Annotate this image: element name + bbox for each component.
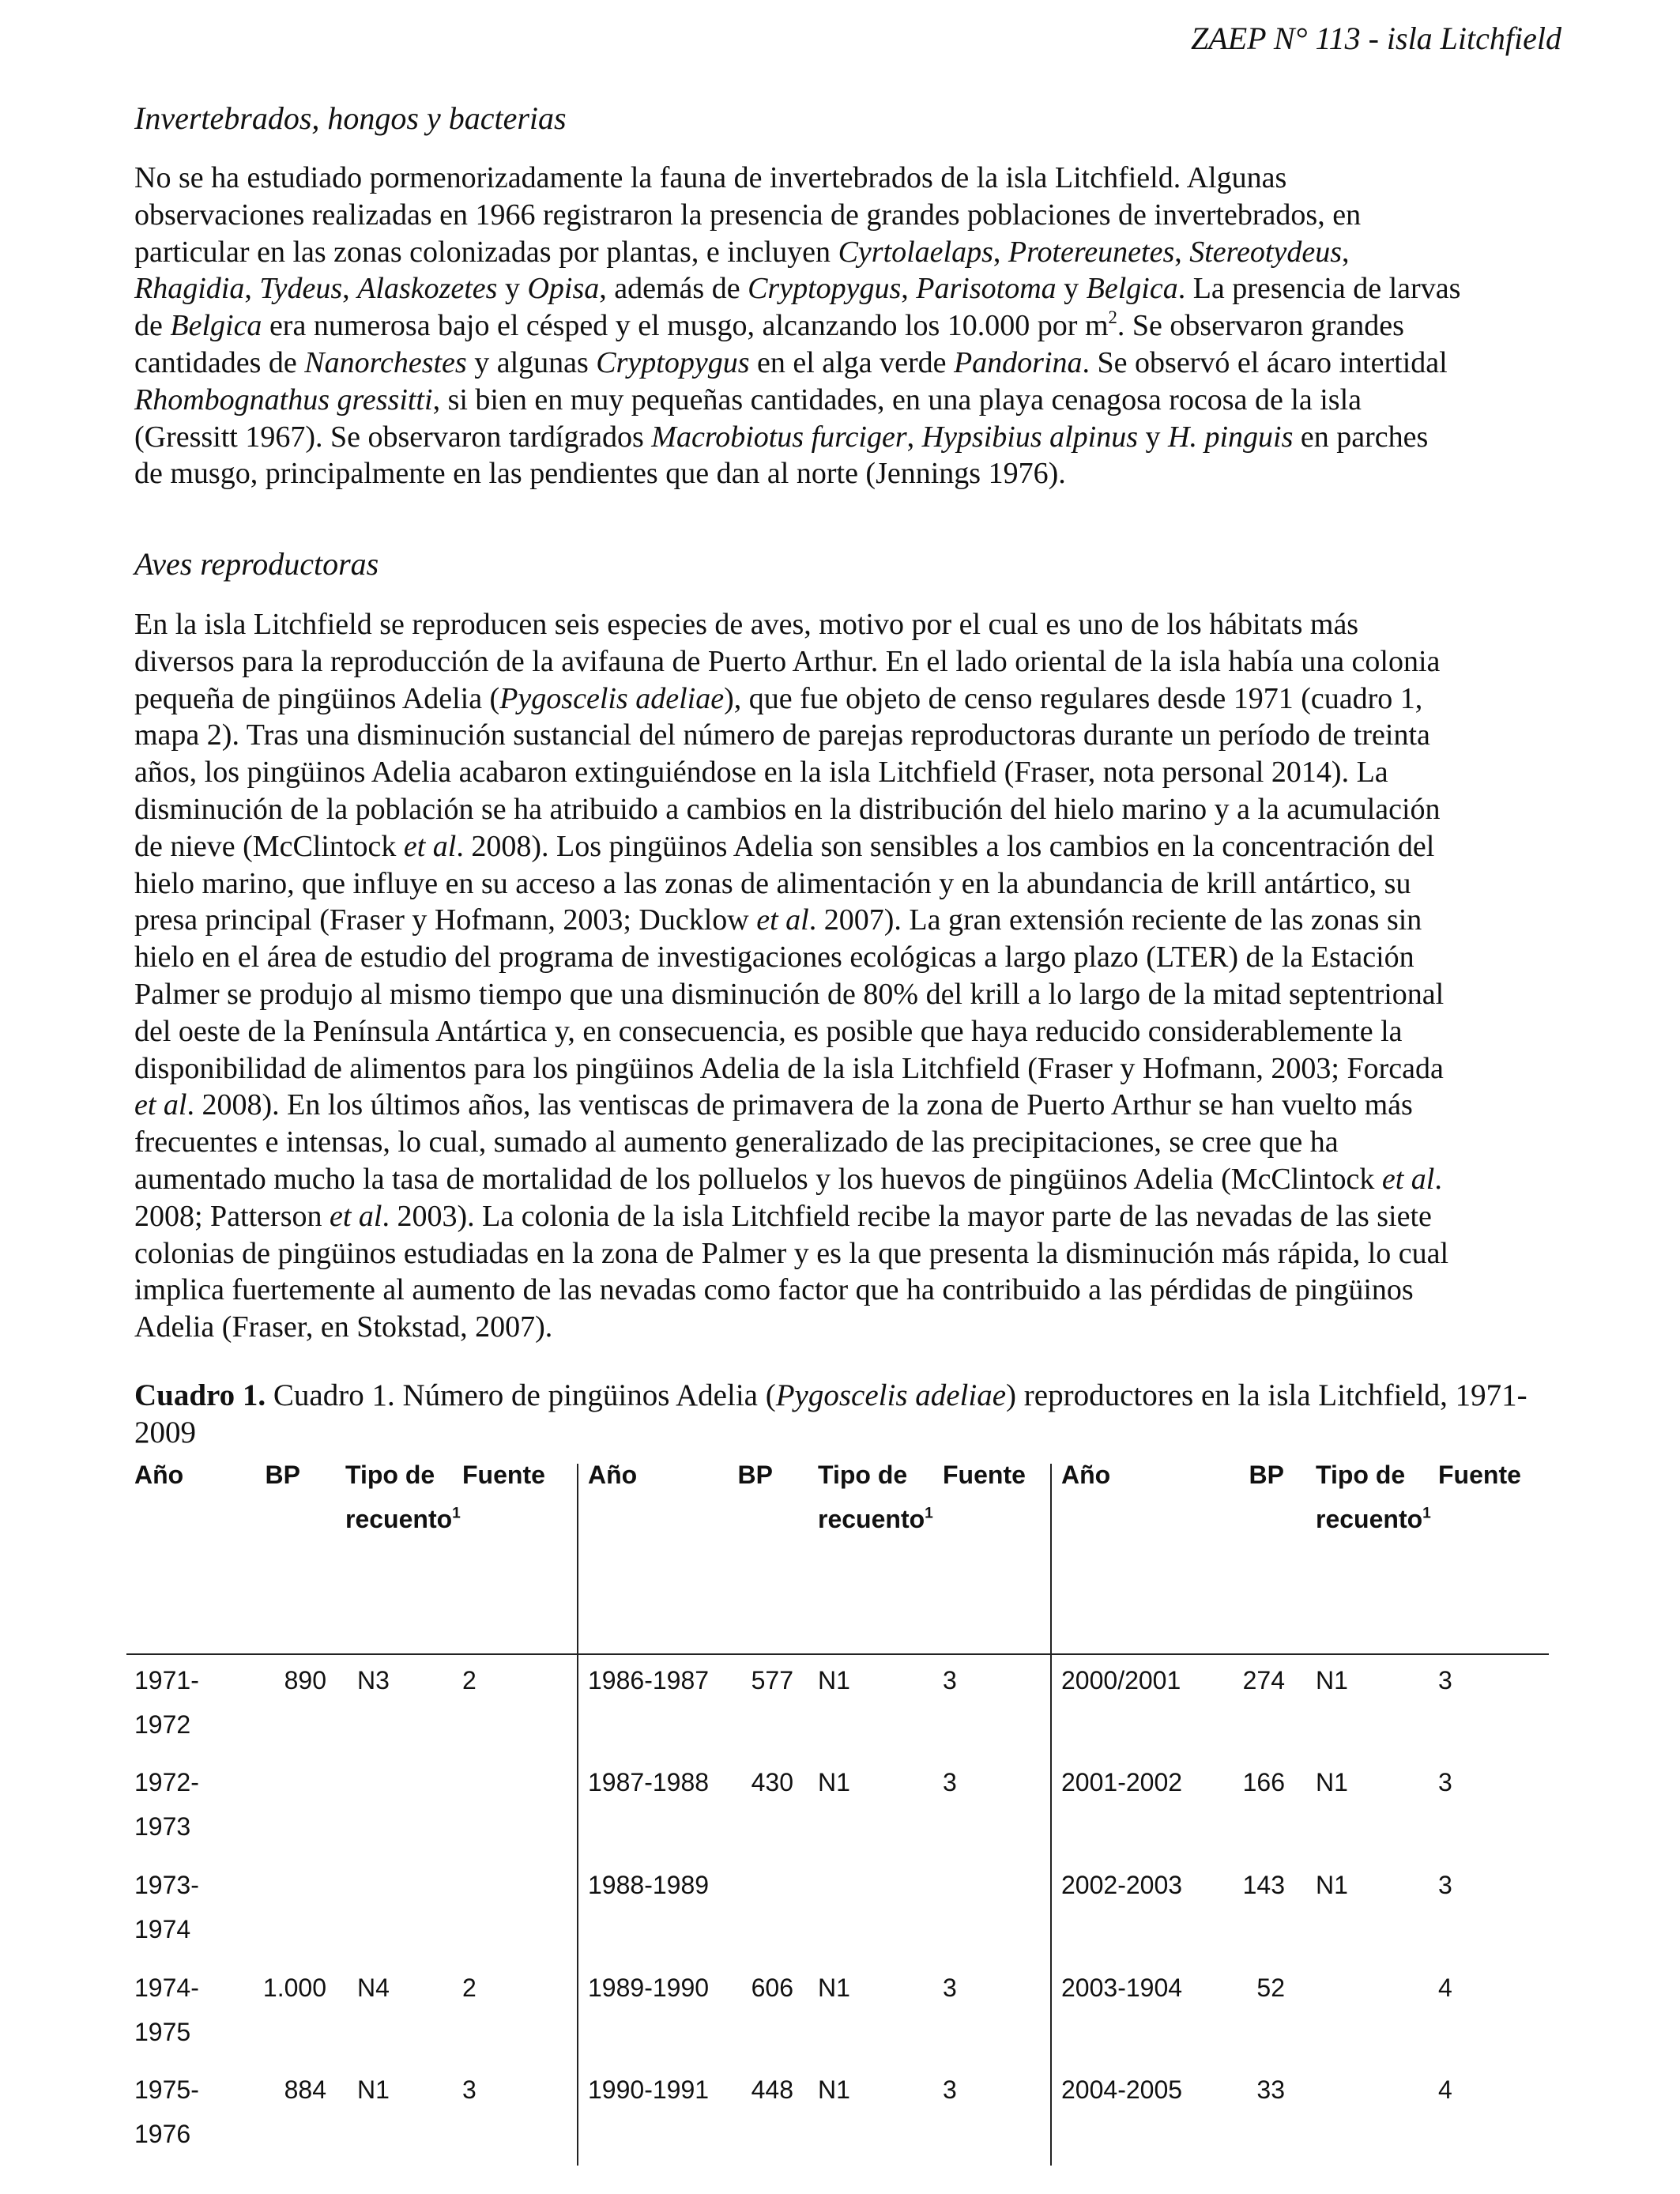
paragraph-breeding-birds-line: disminución de la población se ha atribuido a cambios en la distribución del hielo marino y a la acumulación [134,792,1441,826]
paragraph-breeding-birds-line: Palmer se produjo al mismo tiempo que una disminución de 80% del krill a lo largo de la mitad septentrional [134,977,1445,1011]
table-cell-source: 2 [462,1973,477,2002]
paragraph-breeding-birds-line: colonias de pingüinos estudiadas en la zona de Palmer y es la que presenta la disminución más rápida, lo cual [134,1236,1449,1270]
table-column-divider [577,1464,578,2166]
paragraph-breeding-birds-line: presa principal (Fraser y Hofmann, 2003; Ducklow et al. 2007). La gran extensión reciente de las zonas sin [134,903,1422,937]
paragraph-breeding-birds-line: de nieve (McClintock et al. 2008). Los pingüinos Adelia son sensibles a los cambios en la concentración del [134,829,1435,863]
paragraph-invertebrates-line: de Belgica era numerosa bajo el césped y el musgo, alcanzando los 10.000 por $m^2$. Se observaron grandes [134,307,1404,343]
paragraph-breeding-birds-line: mapa 2). Tras una disminución sustancial del número de parejas reproductoras durante un período de treinta [134,718,1430,752]
paragraph-invertebrates-line: (Gressitt 1967). Se observaron tardígrados Macrobiotus furciger, Hypsibius alpinus y H. pinguis en parches [134,420,1429,454]
paragraph-invertebrates-line: particular en las zonas colonizadas por plantas, e incluyen Cyrtolaelaps, Protereunetes, Stereotydeus, [134,235,1350,269]
paragraph-breeding-birds-line: implica fuertemente al aumento de las nevadas como factor que ha contribuido a las pérdidas de pingüinos [134,1273,1414,1307]
table-cell-count-type: N1 [818,1973,850,2002]
column-header-bp: BP [265,1461,300,1489]
section-heading-invertebrates: Invertebrados, hongos y bacterias [134,100,567,136]
table-cell-count-type: N1 [1316,1666,1348,1695]
table-cell-year: 2004-2005 [1061,2075,1183,2104]
paragraph-breeding-birds-line: años, los pingüinos Adelia acabaron extinguiéndose en la isla Litchfield (Fraser, nota personal 2014). La [134,756,1388,790]
column-header-count-type: Tipo de [1316,1461,1406,1489]
column-header-count-type: Tipo de [818,1461,908,1489]
table-cell-count-type: N1 [818,2075,850,2104]
table-cell-bp: 33 [1256,2075,1285,2104]
table-cell-year: 1988-1989 [588,1871,710,1899]
table-column-divider [1050,1464,1052,2166]
table-cell-year: 1986-1987 [588,1666,710,1695]
paragraph-invertebrates-line: Rhombognathus gressitti, si bien en muy pequeñas cantidades, en una playa cenagosa rocosa de la isla [134,383,1362,417]
table-cell-bp: 274 [1242,1666,1285,1695]
table-cell-source: 4 [1438,1973,1452,2002]
table-cell-bp: 890 [284,1666,326,1695]
table-cell-year: 1973 [134,1812,191,1841]
paragraph-breeding-birds-line: Adelia (Fraser, en Stokstad, 2007). [134,1310,553,1344]
table-cell-year: 1987-1988 [588,1768,710,1796]
table-cell-count-type: N1 [1316,1768,1348,1796]
table-cell-source: 3 [943,2075,957,2104]
table-cell-year: 2002-2003 [1061,1871,1183,1899]
table-cell-year: 2000/2001 [1061,1666,1181,1695]
paragraph-invertebrates [134,160,1557,492]
table-cell-source: 4 [1438,2075,1452,2104]
table-cell-bp: 884 [284,2075,326,2104]
table-cell-source: 3 [1438,1871,1452,1899]
table-cell-count-type: N1 [1316,1871,1348,1899]
table-cell-bp: 166 [1242,1768,1285,1796]
table-cell-count-type: N1 [818,1666,850,1695]
table-cell-bp: 448 [751,2075,793,2104]
table-cell-source: 3 [462,2075,477,2104]
table-cell-source: 3 [943,1768,957,1796]
paragraph-breeding-birds-line: et al. 2008). En los últimos años, las ventiscas de primavera de la zona de Puerto Arthur se han vuelto más [134,1088,1413,1122]
column-header-source: Fuente [1438,1461,1521,1489]
table-cell-source: 3 [1438,1666,1452,1695]
table-cell-year: 1972 [134,1710,191,1739]
table-cell-year: 1972- [134,1768,199,1796]
table-cell-source: 3 [943,1973,957,2002]
table-cell-count-type: N1 [818,1768,850,1796]
section-heading-birds: Aves reproductoras [134,546,379,582]
paragraph-breeding-birds-line: En la isla Litchfield se reproducen seis especies de aves, motivo por el cual es uno de los hábitats más [134,608,1359,641]
column-header-source: Fuente [462,1461,545,1489]
table-cell-year: 1973- [134,1871,199,1899]
table-cell-year: 2001-2002 [1061,1768,1183,1796]
table-caption [134,1377,1557,1451]
table-cell-year: 1974- [134,1973,199,2002]
table-cell-year: 1971- [134,1666,199,1695]
column-header-count-type: Tipo de [345,1461,435,1489]
paragraph-breeding-birds-line: disponibilidad de alimentos para los pingüinos Adelia de la isla Litchfield (Fraser y Hofmann, 2003; Forcada [134,1051,1444,1085]
paragraph-invertebrates-line: de musgo, principalmente en las pendientes que dan al norte (Jennings 1976). [134,457,1066,491]
table-cell-year: 1989-1990 [588,1973,710,2002]
table-cell-year: 1975 [134,2018,191,2046]
column-header-year: Año [1061,1461,1111,1489]
column-header-count-type: recuento$^1$ [818,1505,933,1533]
table-cell-bp: 606 [751,1973,793,2002]
table-cell-bp: 577 [751,1666,793,1695]
table-cell-count-type: N3 [357,1666,390,1695]
table-cell-bp: 52 [1256,1973,1285,2002]
paragraph-breeding-birds-line: hielo marino, que influye en su acceso a las zonas de alimentación y en la abundancia de krill antártico, su [134,866,1411,900]
running-header: ZAEP N° 113 - isla Litchfield [1191,21,1561,56]
table-cell-bp: 430 [751,1768,793,1796]
table-cell-year: 1990-1991 [588,2075,710,2104]
column-header-count-type: recuento$^1$ [345,1505,461,1533]
paragraph-breeding-birds [134,606,1557,1346]
paragraph-invertebrates-line: Rhagidia, Tydeus, Alaskozetes y Opisa, además de Cryptopygus, Parisotoma y Belgica. La presencia de larvas [134,272,1461,306]
table-caption-text: Cuadro 1. Número de pingüinos Adelia (Pygoscelis adeliae) reproductores en la isla Litchfield, 1971-2009 [134,1378,1527,1449]
column-header-bp: BP [737,1461,773,1489]
paragraph-invertebrates-line: observaciones realizadas en 1966 registraron la presencia de grandes poblaciones de invertebrados, en [134,198,1362,232]
table-cell-count-type: N1 [357,2075,390,2104]
table-cell-bp: 143 [1242,1871,1285,1899]
column-header-year: Año [588,1461,638,1489]
paragraph-breeding-birds-line: aumentado mucho la tasa de mortalidad de los polluelos y los huevos de pingüinos Adelia (McClintock et al. [134,1162,1442,1196]
table-cell-source: 3 [1438,1768,1452,1796]
paragraph-breeding-birds-line: diversos para la reproducción de la avifauna de Puerto Arthur. En el lado oriental de la isla había una colonia [134,644,1441,678]
paragraph-invertebrates-line: No se ha estudiado pormenorizadamente la fauna de invertebrados de la isla Litchfield. Algunas [134,161,1287,194]
table-caption-label: Cuadro 1. [134,1378,266,1412]
paragraph-breeding-birds-line: frecuentes e intensas, lo cual, sumado al aumento generalizado de las precipitaciones, se cree que ha [134,1125,1339,1159]
column-header-bp: BP [1249,1461,1284,1489]
paragraph-breeding-birds-line: hielo en el área de estudio del programa de investigaciones ecológicas a largo plazo (LTER) de la Estación [134,941,1414,974]
table-header-rule [126,1653,1549,1655]
table-cell-source: 2 [462,1666,477,1695]
table-cell-source: 3 [943,1666,957,1695]
table-cell-year: 1975- [134,2075,199,2104]
table-cell-year: 1974 [134,1915,191,1943]
column-header-source: Fuente [943,1461,1026,1489]
table-cell-count-type: N4 [357,1973,390,2002]
column-header-year: Año [134,1461,184,1489]
table-cell-year: 2003-1904 [1061,1973,1183,2002]
paragraph-invertebrates-line: cantidades de Nanorchestes y algunas Cryptopygus en el alga verde Pandorina. Se observó el ácaro intertidal [134,345,1448,379]
paragraph-breeding-birds-line: 2008; Patterson et al. 2003). La colonia de la isla Litchfield recibe la mayor parte de las nevadas de las siete [134,1199,1432,1233]
table-cell-year: 1976 [134,2120,191,2148]
paragraph-breeding-birds-line: pequeña de pingüinos Adelia (Pygoscelis adeliae), que fue objeto de censo regulares desde 1971 (cuadro 1, [134,681,1423,715]
column-header-count-type: recuento$^1$ [1316,1505,1431,1533]
table-cell-bp: 1.000 [262,1973,326,2002]
paragraph-breeding-birds-line: del oeste de la Península Antártica y, en consecuencia, es posible que haya reducido considerablemente la [134,1014,1403,1048]
